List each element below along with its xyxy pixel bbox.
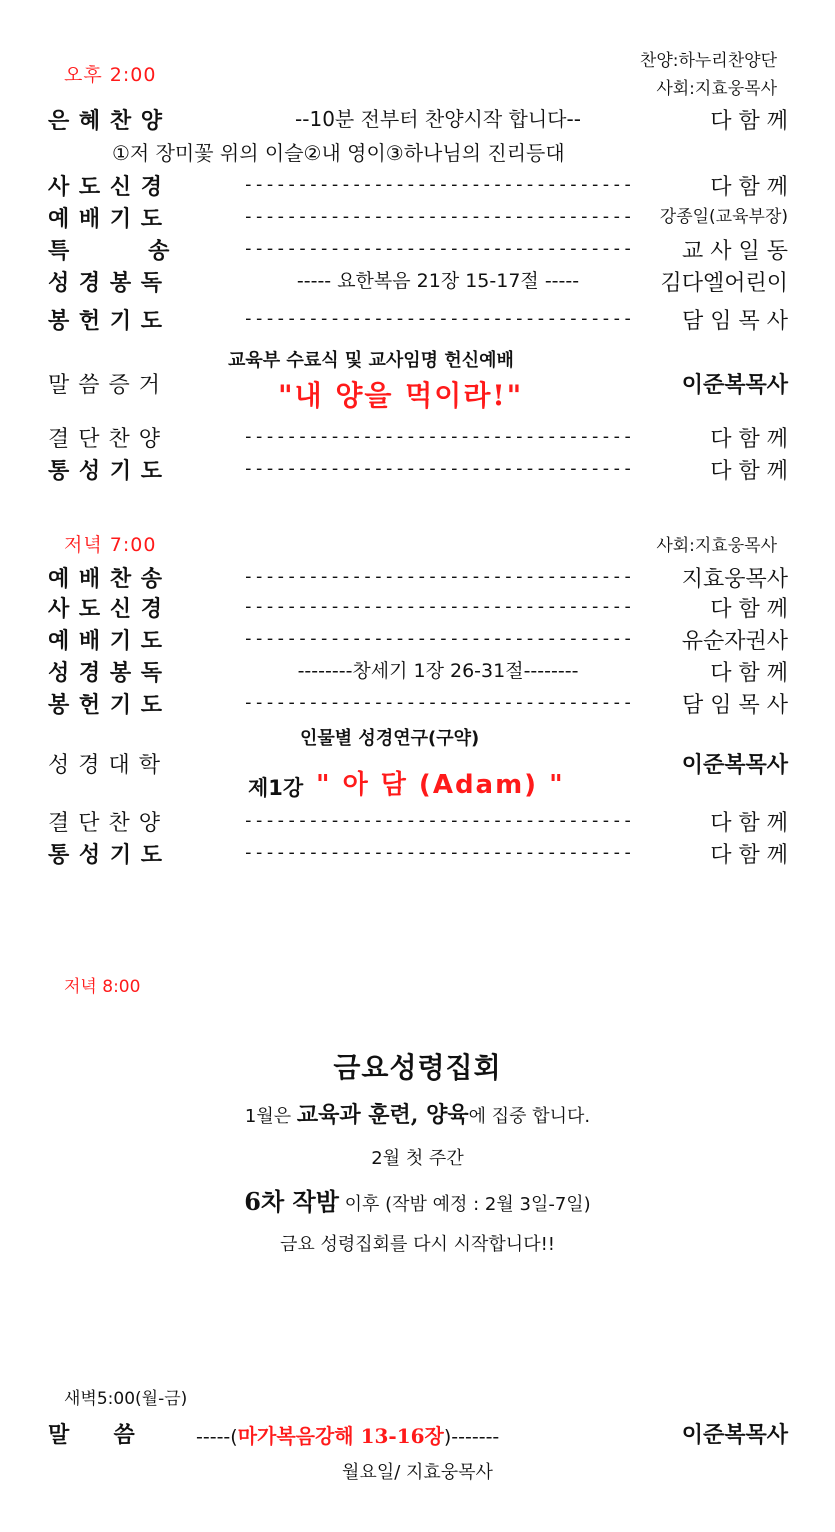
- friday-line2: 2월 첫 주간: [371, 1148, 464, 1169]
- order-who: 다 함 께: [710, 661, 788, 686]
- friday-time: 저녁 8:00: [64, 977, 141, 997]
- dawn-middle: [196, 1420, 499, 1449]
- order-row: [48, 234, 788, 264]
- study-title: " 아 담 (Adam) ": [316, 770, 565, 800]
- order-label: 성 경 봉 독: [48, 661, 163, 686]
- order-label: 통 성 기 도: [48, 459, 163, 484]
- order-row: [48, 202, 788, 232]
- order-label: 결 단 찬 양: [48, 427, 161, 452]
- order-label: 봉 헌 기 도: [48, 309, 163, 334]
- order-who: 유순자권사: [681, 629, 788, 654]
- order-label: 결 단 찬 양: [48, 811, 161, 836]
- order-who: 다 함 께: [710, 459, 788, 484]
- order-row: [48, 304, 788, 334]
- friday-line3-rest: 이후 (작밤 예정 : 2월 3일-7일): [338, 1194, 591, 1215]
- order-label: 사 도 신 경: [48, 175, 163, 200]
- order-row: [48, 624, 788, 654]
- order-label: 예 배 기 도: [48, 629, 163, 654]
- sermon-preacher: 이준복목사: [681, 373, 788, 398]
- order-who: 김다엘어린이: [660, 271, 788, 296]
- order-who: 강종일(교육부장): [659, 207, 788, 227]
- order-dashes: ------------------------------------: [242, 238, 634, 259]
- dawn-note: 월요일/ 지효웅목사: [342, 1462, 493, 1483]
- dawn-dash-left: -----(: [196, 1426, 238, 1448]
- afternoon-host-label: 사회:지효웅목사: [656, 79, 777, 99]
- order-who: 담 임 목 사: [682, 693, 788, 718]
- afternoon-time: 오후 2:00: [64, 64, 157, 86]
- sermon-event: 교육부 수료식 및 교사임명 헌신예배: [228, 350, 514, 371]
- order-label: 봉 헌 기 도: [48, 693, 163, 718]
- order-label: 통 성 기 도: [48, 843, 163, 868]
- order-row: [48, 170, 788, 200]
- order-dashes: ------------------------------------: [242, 426, 634, 447]
- hymn-list: ①저 장미꽃 위의 이슬②내 영이③하나님의 진리등대: [112, 141, 565, 165]
- order-dashes: ------------------------------------: [242, 206, 634, 227]
- friday-line1-prefix: 1월은: [244, 1106, 297, 1127]
- order-row: [48, 656, 788, 686]
- study-teacher: 이준복목사: [681, 753, 788, 778]
- order-who: 다 함 께: [710, 811, 788, 836]
- dawn-row: [48, 1418, 788, 1448]
- evening-host-label: 사회:지효웅목사: [656, 536, 777, 556]
- sermon-title: "내 양을 먹이라!": [278, 379, 524, 412]
- friday-title: 금요성령집회: [333, 1051, 502, 1084]
- friday-line1: [0, 1098, 835, 1129]
- friday-line1-suffix: 에 집중 합니다.: [468, 1106, 591, 1127]
- sermon-label: 말 씀 증 거: [48, 373, 161, 398]
- dawn-passage: 마가복음강해 13-16장: [237, 1424, 444, 1448]
- order-row: [48, 104, 788, 134]
- order-label: 예 배 찬 송: [48, 567, 163, 592]
- order-row: [48, 592, 788, 622]
- friday-line3-emphasis: 6차 작밤: [244, 1187, 339, 1216]
- order-label: 특 송: [48, 239, 171, 264]
- order-who: 다 함 께: [710, 843, 788, 868]
- order-row: [48, 806, 788, 836]
- order-dashes: ------------------------------------: [242, 458, 634, 479]
- order-dashes: ------------------------------------: [242, 596, 634, 617]
- dawn-time: 새벽5:00(월-금): [64, 1389, 188, 1409]
- order-row: [48, 562, 788, 592]
- order-row: [48, 688, 788, 718]
- order-who: 지효웅목사: [681, 567, 788, 592]
- order-middle: ----- 요한복음 21장 15-17절 -----: [296, 270, 580, 292]
- order-who: 다 함 께: [710, 109, 788, 134]
- order-row: [48, 838, 788, 868]
- study-lecture: 제1강: [248, 776, 304, 800]
- order-dashes: ------------------------------------: [242, 174, 634, 195]
- order-who: 다 함 께: [710, 175, 788, 200]
- friday-line1-emphasis: 교육과 훈련, 양육: [296, 1102, 469, 1128]
- order-middle: --10분 전부터 찬양시작 합니다--: [295, 107, 581, 131]
- order-label: 예 배 기 도: [48, 207, 163, 232]
- order-dashes: ------------------------------------: [242, 628, 634, 649]
- order-dashes: ------------------------------------: [242, 308, 634, 329]
- order-label: 성 경 봉 독: [48, 271, 163, 296]
- order-dashes: ------------------------------------: [242, 692, 634, 713]
- dawn-dash-right: )-------: [443, 1426, 500, 1448]
- friday-line4: 금요 성령집회를 다시 시작합니다!!: [279, 1234, 556, 1255]
- order-who: 담 임 목 사: [682, 309, 788, 334]
- evening-time: 저녁 7:00: [64, 534, 157, 556]
- order-dashes: ------------------------------------: [242, 566, 634, 587]
- order-who: 다 함 께: [710, 597, 788, 622]
- order-dashes: ------------------------------------: [242, 842, 634, 863]
- dawn-preacher: 이준복목사: [681, 1423, 788, 1448]
- study-series: 인물별 성경연구(구약): [300, 728, 480, 749]
- order-middle: --------창세기 1장 26-31절--------: [297, 660, 579, 682]
- order-who: 다 함 께: [710, 427, 788, 452]
- friday-line3: [0, 1182, 835, 1217]
- order-label: 은 혜 찬 양: [48, 109, 163, 134]
- study-label: 성 경 대 학: [48, 753, 161, 778]
- dawn-label: 말 씀: [48, 1423, 136, 1448]
- order-who: 교 사 일 동: [682, 239, 788, 264]
- order-row: [48, 266, 788, 296]
- order-row: [48, 422, 788, 452]
- order-row: [48, 454, 788, 484]
- order-dashes: ------------------------------------: [242, 810, 634, 831]
- praise-team-label: 찬양:하누리찬양단: [639, 51, 777, 71]
- order-label: 사 도 신 경: [48, 597, 163, 622]
